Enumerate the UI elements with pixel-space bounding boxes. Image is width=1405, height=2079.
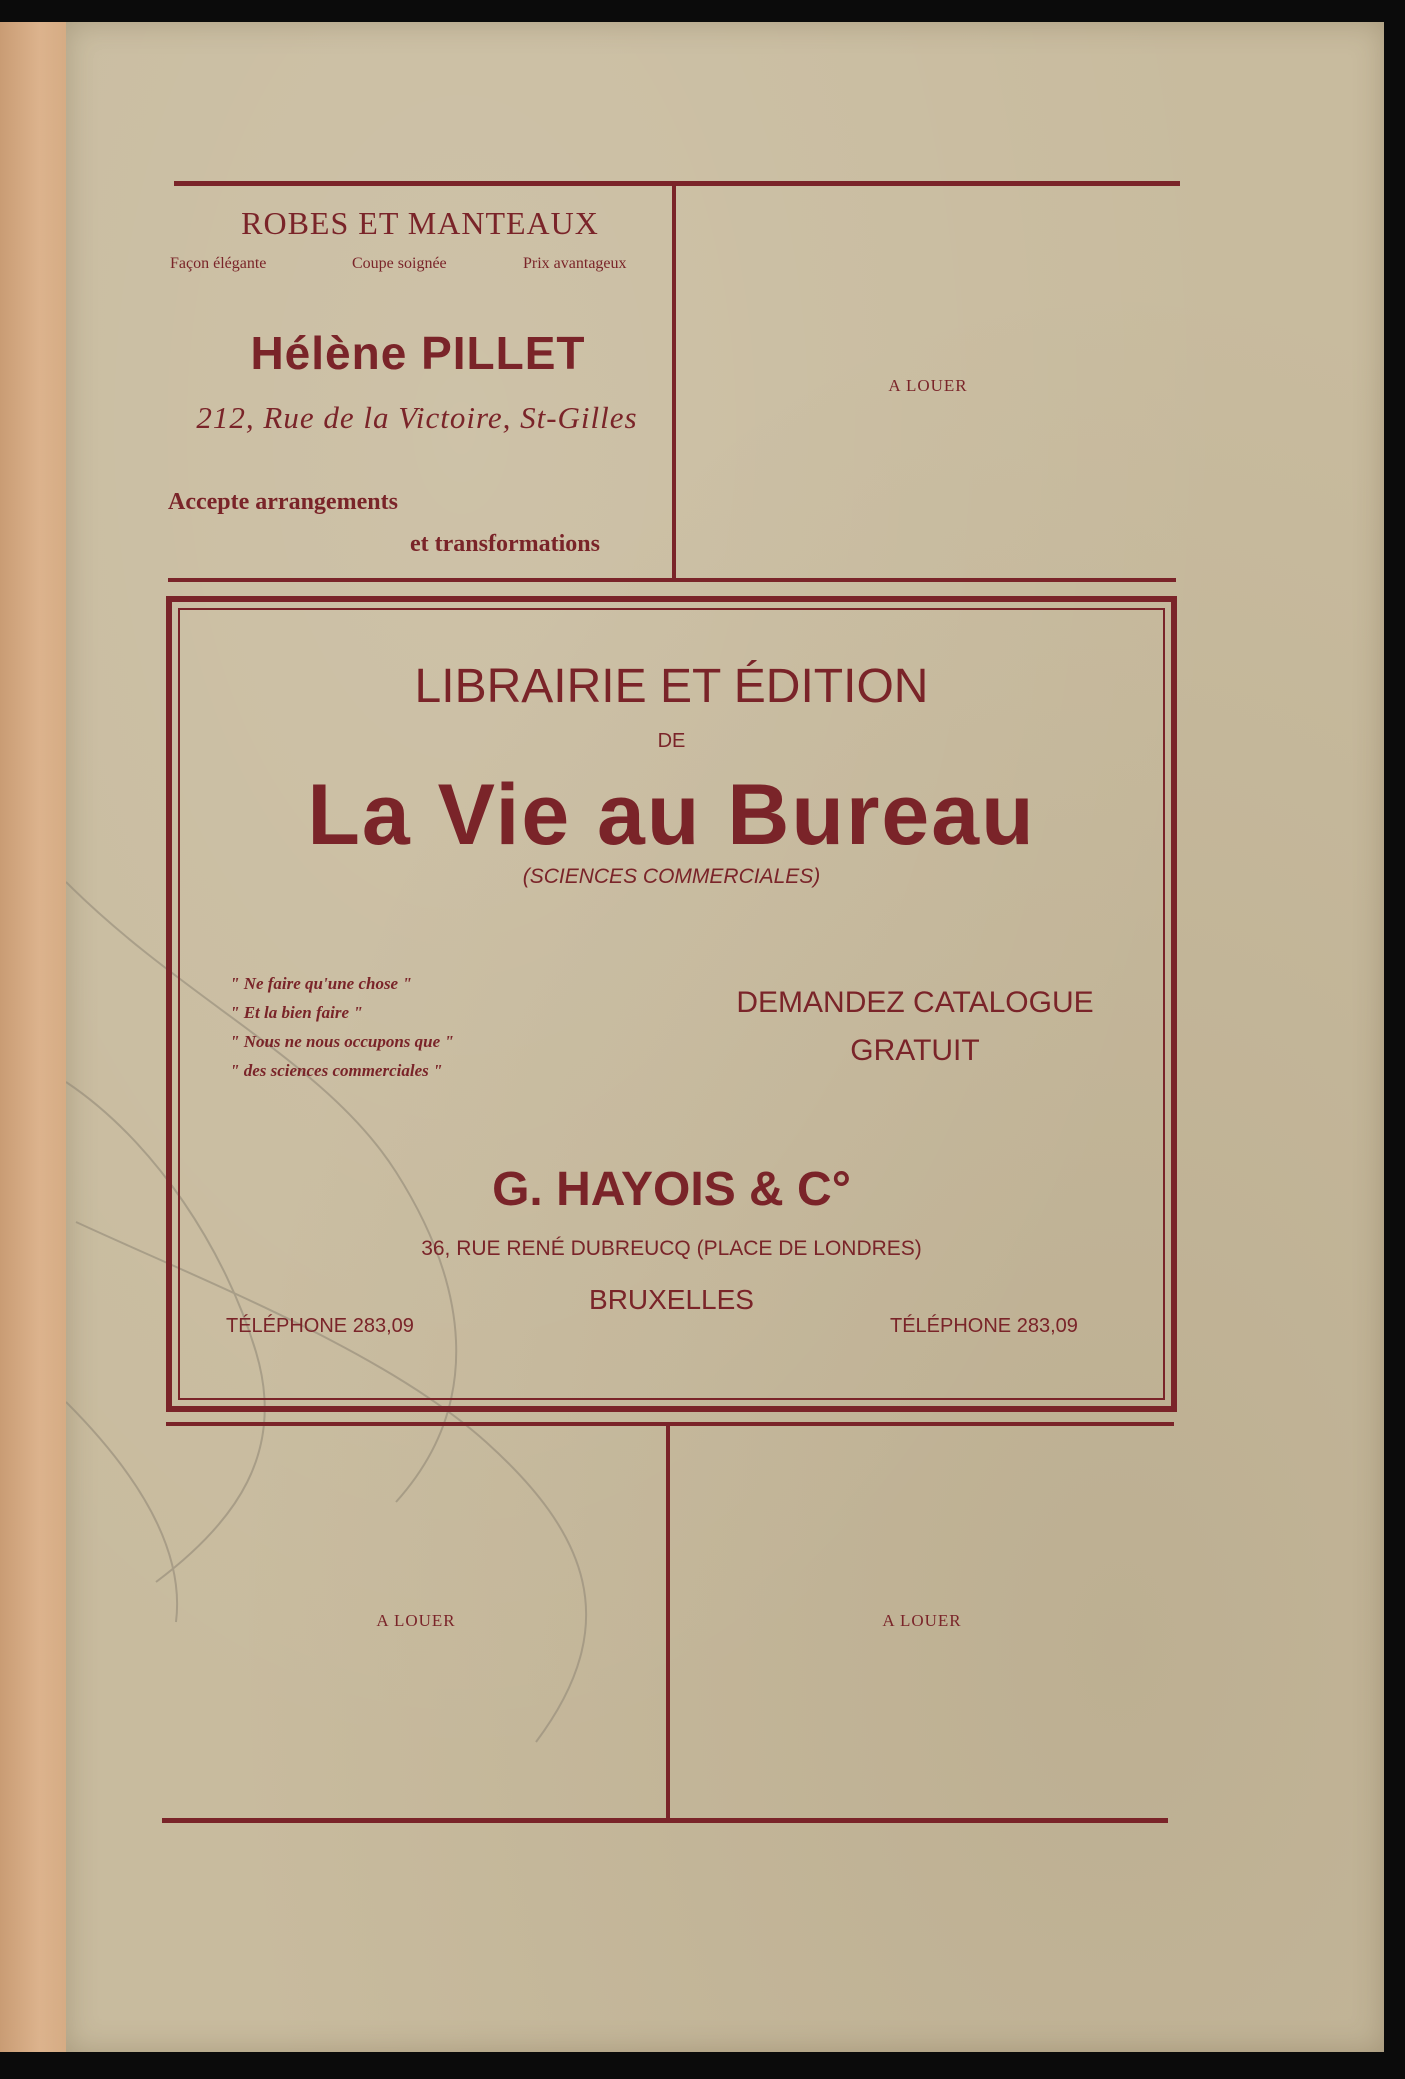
ad-heading: ROBES ET MANTEAUX — [241, 205, 599, 241]
motto-line-3: " Nous ne nous occupons que " — [230, 1032, 454, 1051]
inner-page-edge — [0, 22, 72, 2052]
phone-right: TÉLÉPHONE 283,09 — [890, 1315, 1078, 1337]
bottom-section-top-rule — [166, 1422, 1174, 1426]
catalogue-line-2: GRATUIT — [850, 1034, 980, 1067]
top-rule — [174, 181, 1180, 186]
center-ad-title: La Vie au Bureau — [307, 767, 1036, 863]
company-name: G. HAYOIS & C° — [492, 1163, 851, 1216]
ad-note-line-1: Accepte arrangements — [168, 489, 398, 515]
ad-space-label: A LOUER — [376, 1611, 456, 1630]
ad-space-label: A LOUER — [882, 1611, 962, 1630]
top-section-bottom-rule — [168, 578, 1176, 582]
motto-line-2: " Et la bien faire " — [230, 1003, 363, 1022]
ad-name: Hélène PILLET — [250, 327, 586, 379]
center-ad-subtitle: (SCIENCES COMMERCIALES) — [522, 865, 821, 888]
ad-feature-3: Prix avantageux — [523, 255, 627, 272]
motto-line-4: " des sciences commerciales " — [230, 1061, 443, 1080]
ad-feature-1: Façon élégante — [170, 255, 267, 272]
bottom-rule — [162, 1818, 1168, 1823]
company-city: BRUXELLES — [589, 1284, 754, 1315]
ad-address: 212, Rue de la Victoire, St-Gilles — [196, 400, 638, 435]
ad-note-line-2: et transformations — [410, 531, 600, 557]
center-ad-de: DE — [657, 730, 686, 752]
center-ad-heading: LIBRAIRIE ET ÉDITION — [414, 660, 929, 713]
motto-line-1: " Ne faire qu'une chose " — [230, 974, 412, 993]
ad-feature-2: Coupe soignée — [352, 255, 447, 272]
ad-space-label: A LOUER — [888, 376, 968, 395]
phone-left: TÉLÉPHONE 283,09 — [226, 1315, 414, 1337]
catalogue-line-1: DEMANDEZ CATALOGUE — [736, 986, 1094, 1019]
company-address: 36, RUE RENÉ DUBREUCQ (PLACE DE LONDRES) — [421, 1237, 922, 1260]
